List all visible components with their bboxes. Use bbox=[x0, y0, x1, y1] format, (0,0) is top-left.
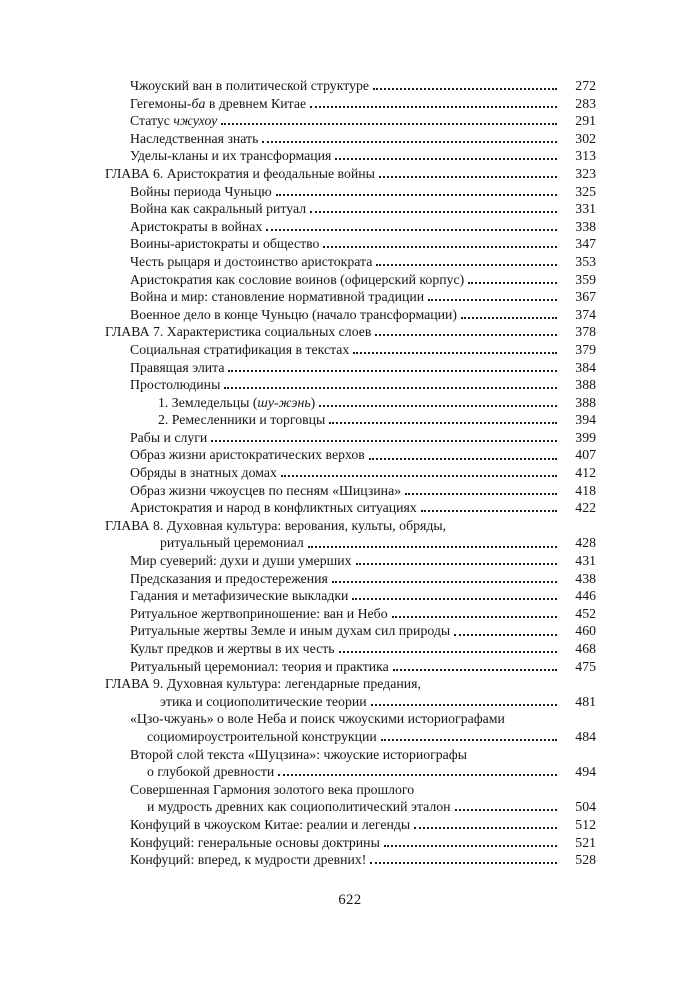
toc-entry-text: Чжоуский ван в политической структуре bbox=[130, 78, 369, 93]
footer-page-number: 622 bbox=[338, 892, 362, 908]
toc-entry-text: 1. Земледельцы (шу-жэнь) bbox=[158, 394, 316, 410]
toc-entry-text: Гадания и метафизические выкладки bbox=[130, 588, 349, 604]
toc-row bbox=[105, 499, 596, 517]
toc-row bbox=[105, 429, 596, 447]
dot-leader bbox=[384, 845, 557, 847]
toc-page-number: 504 bbox=[575, 799, 596, 815]
toc-page-number: 484 bbox=[575, 728, 596, 744]
toc-page-number: 325 bbox=[575, 183, 596, 199]
toc-entry-text: Рабы и слуги bbox=[130, 429, 208, 445]
dot-leader bbox=[308, 546, 557, 548]
toc-page-number: 291 bbox=[575, 113, 596, 129]
toc-entry-text: Конфуций: вперед, к мудрости древних! bbox=[130, 852, 367, 868]
dot-leader bbox=[392, 616, 557, 618]
toc-row bbox=[105, 394, 596, 412]
toc-page-number: 323 bbox=[575, 165, 596, 181]
dot-leader bbox=[376, 264, 557, 266]
dot-leader bbox=[455, 809, 557, 811]
toc-row bbox=[105, 411, 596, 429]
toc-entry-text: Ритуальный церемониал: теория и практика bbox=[130, 658, 389, 674]
toc-row bbox=[105, 851, 596, 869]
toc-page-number: 422 bbox=[575, 500, 596, 516]
dot-leader bbox=[310, 211, 557, 213]
toc-entry-text: Социальная стратификация в текстах bbox=[130, 341, 350, 357]
toc-row bbox=[105, 464, 596, 482]
toc-page-number: 460 bbox=[575, 623, 596, 639]
toc-row bbox=[105, 746, 596, 764]
toc-entry-text: Гегемоны-ба в древнем Китае bbox=[130, 95, 307, 111]
toc-page-number: 338 bbox=[575, 218, 596, 234]
toc-page-number: 431 bbox=[575, 553, 596, 569]
toc-page-number: 302 bbox=[575, 130, 596, 146]
toc-page-number: 272 bbox=[575, 78, 596, 93]
toc-row bbox=[105, 218, 596, 236]
toc-entry-text: Совершенная Гармония золотого века прошлого bbox=[130, 781, 415, 797]
toc-row bbox=[105, 710, 596, 728]
toc-page-number: 528 bbox=[575, 852, 596, 868]
toc-row bbox=[105, 165, 596, 183]
toc-row bbox=[105, 834, 596, 852]
toc-page-number: 412 bbox=[575, 465, 596, 481]
dot-leader bbox=[276, 194, 557, 196]
toc-row bbox=[105, 341, 596, 359]
dot-leader bbox=[393, 669, 557, 671]
toc-page-number: 494 bbox=[575, 764, 596, 780]
toc-page-number: 359 bbox=[575, 271, 596, 287]
toc-page-number: 388 bbox=[575, 377, 596, 393]
toc-page-number: 384 bbox=[575, 359, 596, 375]
toc-entry-text: Простолюдины bbox=[130, 377, 221, 393]
dot-leader bbox=[373, 88, 557, 90]
toc-row bbox=[105, 622, 596, 640]
toc-page-number: 378 bbox=[575, 324, 596, 340]
toc-row bbox=[105, 798, 596, 816]
toc-entry-text: Военное дело в конце Чуньцю (начало трансформации) bbox=[130, 306, 457, 322]
toc-page-number: 367 bbox=[575, 289, 596, 305]
toc-row bbox=[105, 253, 596, 271]
toc-row bbox=[105, 446, 596, 464]
dot-leader bbox=[454, 634, 557, 636]
toc-row bbox=[105, 781, 596, 799]
dot-leader bbox=[461, 317, 557, 319]
toc-row bbox=[105, 675, 596, 693]
toc-entry-text: Война и мир: становление нормативной традиции bbox=[130, 289, 425, 305]
toc-row bbox=[105, 130, 596, 148]
toc-entry-text: Образ жизни аристократических верхов bbox=[130, 447, 365, 463]
toc-row bbox=[105, 95, 596, 113]
toc-row bbox=[105, 112, 596, 130]
toc-entry-text: Второй слой текста «Шуцзина»: чжоуские историографы bbox=[130, 746, 468, 762]
dot-leader bbox=[428, 299, 557, 301]
dot-leader bbox=[421, 510, 557, 512]
toc-entry-text: Культ предков и жертвы в их честь bbox=[130, 641, 335, 656]
toc-row bbox=[105, 482, 596, 500]
toc-page-number: 512 bbox=[575, 816, 596, 832]
toc-entry-text: Ритуальные жертвы Земле и иным духам сил природы bbox=[130, 623, 451, 639]
toc-entry-text: Аристократы в войнах bbox=[130, 218, 263, 234]
toc-row bbox=[105, 235, 596, 253]
dot-leader bbox=[405, 493, 557, 495]
dot-leader bbox=[332, 581, 557, 583]
toc-row bbox=[105, 728, 596, 746]
toc-row bbox=[105, 640, 596, 658]
dot-leader bbox=[281, 475, 557, 477]
toc-page-number: 438 bbox=[575, 570, 596, 586]
toc-row bbox=[105, 306, 596, 324]
dot-leader bbox=[319, 405, 557, 407]
toc-page-number: 521 bbox=[575, 834, 596, 850]
toc-page-number: 331 bbox=[575, 201, 596, 217]
toc-page-number: 418 bbox=[575, 482, 596, 498]
toc-page-number: 313 bbox=[575, 148, 596, 164]
dot-leader bbox=[371, 704, 557, 706]
dot-leader bbox=[370, 862, 557, 864]
toc-row bbox=[105, 271, 596, 289]
toc-page-number: 283 bbox=[575, 95, 596, 111]
dot-leader bbox=[335, 158, 557, 160]
dot-leader bbox=[266, 229, 557, 231]
toc-entry-text: Обряды в знатных домах bbox=[130, 465, 277, 481]
toc-entry-text: «Цзо-чжуань» о воле Неба и поиск чжоускими историографами bbox=[130, 711, 505, 727]
toc-row bbox=[105, 587, 596, 605]
toc-entry-text: ГЛАВА 6. Аристократия и феодальные войны bbox=[105, 165, 375, 181]
toc-entry-text: Войны периода Чуньцю bbox=[130, 183, 272, 199]
dot-leader bbox=[310, 106, 557, 108]
toc-entry-text: Аристократия и народ в конфликтных ситуациях bbox=[130, 500, 417, 516]
toc-entry-text: Мир суеверий: духи и души умерших bbox=[130, 553, 352, 569]
toc-page-number: 475 bbox=[575, 658, 596, 674]
toc-row bbox=[105, 658, 596, 676]
toc-entry-text: ГЛАВА 9. Духовная культура: легендарные предания, bbox=[105, 676, 421, 692]
toc-page-number: 407 bbox=[575, 447, 596, 463]
dot-leader bbox=[323, 246, 557, 248]
dot-leader bbox=[228, 370, 557, 372]
toc-entry-text: Воины-аристократы и общество bbox=[130, 236, 320, 252]
toc-entry-text: Образ жизни чжоусцев по песням «Шицзина» bbox=[130, 482, 402, 498]
toc-entry-text: ритуальный церемониал bbox=[160, 535, 304, 551]
toc-page-number: 394 bbox=[575, 412, 596, 428]
dot-leader bbox=[329, 422, 557, 424]
toc-entry-text: Статус чжухоу bbox=[130, 113, 218, 129]
toc-page-number: 428 bbox=[575, 535, 596, 551]
toc-page-number: 481 bbox=[575, 693, 596, 709]
toc-entry-text: Конфуций в чжоуском Китае: реалии и легенды bbox=[130, 816, 411, 832]
toc-list bbox=[105, 77, 596, 869]
toc-row bbox=[105, 517, 596, 535]
toc-entry-text: Война как сакральный ритуал bbox=[130, 201, 307, 217]
toc-entry-text: Честь рыцаря и достоинство аристократа bbox=[130, 253, 373, 269]
toc-row bbox=[105, 288, 596, 306]
toc-page-number: 446 bbox=[575, 588, 596, 604]
dot-leader bbox=[468, 282, 557, 284]
toc-row bbox=[105, 605, 596, 623]
toc-entry-text: ГЛАВА 7. Характеристика социальных слоев bbox=[105, 324, 372, 340]
dot-leader bbox=[381, 739, 557, 741]
dot-leader bbox=[353, 352, 557, 354]
dot-leader bbox=[221, 123, 557, 125]
toc-entry-text: социомироустроительной конструкции bbox=[147, 728, 377, 744]
toc-row bbox=[105, 693, 596, 711]
toc-row bbox=[105, 323, 596, 341]
toc-row bbox=[105, 200, 596, 218]
dot-leader bbox=[262, 141, 557, 143]
toc-entry-text: Ритуальное жертвоприношение: ван и Небо bbox=[130, 605, 388, 621]
dot-leader bbox=[339, 651, 557, 653]
toc-page-number: 452 bbox=[575, 605, 596, 621]
toc-row bbox=[105, 183, 596, 201]
dot-leader bbox=[414, 827, 557, 829]
toc-entry-text: о глубокой древности bbox=[147, 764, 275, 780]
toc-page-number: 379 bbox=[575, 341, 596, 357]
toc-row bbox=[105, 359, 596, 377]
toc-row bbox=[105, 77, 596, 95]
dot-leader bbox=[356, 563, 557, 565]
toc-entry-text: Аристократия как сословие воинов (офицерский корпус) bbox=[130, 271, 465, 287]
toc-page-number: 347 bbox=[575, 236, 596, 252]
toc-page-number: 468 bbox=[575, 641, 596, 656]
toc-entry-text: Уделы-кланы и их трансформация bbox=[130, 148, 332, 164]
dot-leader bbox=[211, 440, 557, 442]
dot-leader bbox=[379, 176, 557, 178]
dot-leader bbox=[375, 334, 557, 336]
toc-entry-text: Правящая элита bbox=[130, 359, 225, 375]
toc-row bbox=[105, 534, 596, 552]
toc-row bbox=[105, 552, 596, 570]
toc-entry-text: 2. Ремесленники и торговцы bbox=[158, 412, 326, 428]
toc-entry-text: Предсказания и предостережения bbox=[130, 570, 328, 586]
toc-row bbox=[105, 816, 596, 834]
dot-leader bbox=[352, 598, 557, 600]
toc-page-number: 374 bbox=[575, 306, 596, 322]
toc-row bbox=[105, 763, 596, 781]
dot-leader bbox=[224, 387, 557, 389]
toc-row bbox=[105, 570, 596, 588]
toc-entry-text: и мудрость древних как социополитический эталон bbox=[147, 799, 451, 815]
toc-entry-text: этика и социополитические теории bbox=[160, 693, 367, 709]
toc-entry-text: Наследственная знать bbox=[130, 130, 259, 146]
toc-row bbox=[105, 147, 596, 165]
toc-page-number: 399 bbox=[575, 429, 596, 445]
toc-row bbox=[105, 376, 596, 394]
toc-entry-text: ГЛАВА 8. Духовная культура: верования, культы, обряды, bbox=[105, 517, 447, 533]
dot-leader bbox=[369, 458, 557, 460]
dot-leader bbox=[278, 774, 557, 776]
toc-page-number: 388 bbox=[575, 394, 596, 410]
toc-entry-text: Конфуций: генеральные основы доктрины bbox=[130, 834, 380, 850]
toc-page-number: 353 bbox=[575, 253, 596, 269]
